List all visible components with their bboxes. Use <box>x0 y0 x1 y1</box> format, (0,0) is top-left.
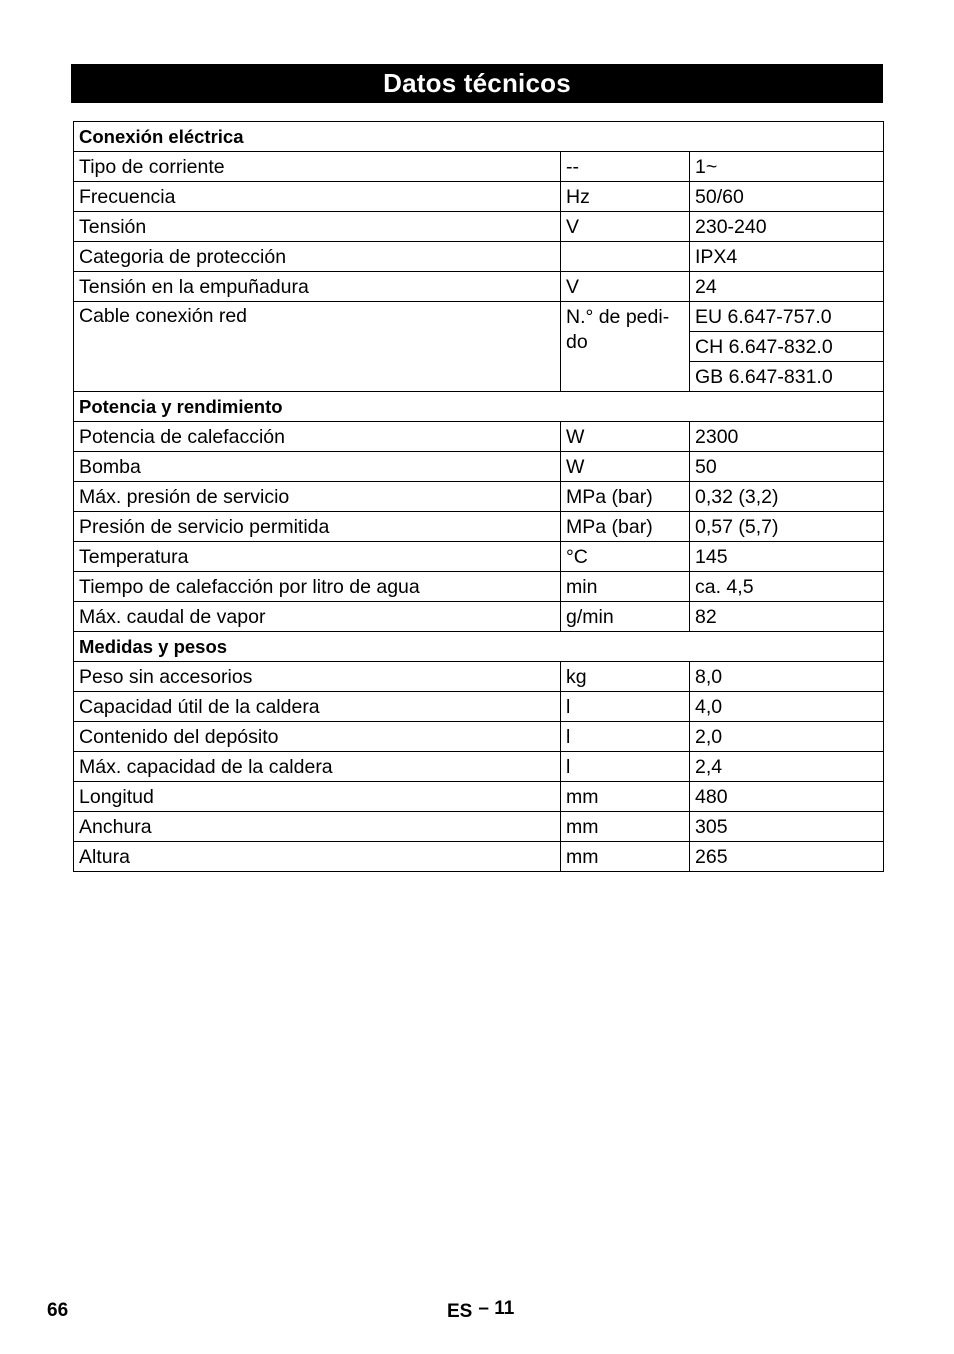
spec-value: 82 <box>690 602 884 632</box>
table-row <box>74 812 884 842</box>
spec-name: Máx. presión de servicio <box>74 482 561 512</box>
spec-unit: g/min <box>561 602 690 632</box>
spec-unit: W <box>561 422 690 452</box>
spec-value: 8,0 <box>690 662 884 692</box>
spec-value: 230-240 <box>690 212 884 242</box>
spec-unit: MPa (bar) <box>561 512 690 542</box>
spec-unit: W <box>561 452 690 482</box>
spec-unit: l <box>561 752 690 782</box>
spec-value: 305 <box>690 812 884 842</box>
spec-name: Máx. caudal de vapor <box>74 602 561 632</box>
spec-unit: l <box>561 692 690 722</box>
spec-name: Categoria de protección <box>74 242 561 272</box>
spec-name: Peso sin accesorios <box>74 662 561 692</box>
section-heading: Medidas y pesos <box>74 632 884 662</box>
table-row <box>74 272 884 302</box>
spec-unit: V <box>561 212 690 242</box>
spec-unit: mm <box>561 842 690 872</box>
spec-value: IPX4 <box>690 242 884 272</box>
spec-value: 0,57 (5,7) <box>690 512 884 542</box>
technical-data-table <box>73 121 884 872</box>
spec-name: Tipo de corriente <box>74 152 561 182</box>
spec-name: Bomba <box>74 452 561 482</box>
spec-unit: l <box>561 722 690 752</box>
table-row <box>74 662 884 692</box>
spec-unit: mm <box>561 782 690 812</box>
table-row <box>74 182 884 212</box>
spec-name: Contenido del depósito <box>74 722 561 752</box>
footer-dash-symbol: – <box>478 1298 489 1319</box>
footer-dash <box>478 1298 514 1319</box>
spec-unit: min <box>561 572 690 602</box>
spec-value: CH 6.647-832.0 <box>690 332 884 362</box>
section-header-row <box>74 122 884 152</box>
spec-name: Tensión <box>74 212 561 242</box>
table-row <box>74 512 884 542</box>
table-row <box>74 752 884 782</box>
spec-name: Presión de servicio permitida <box>74 512 561 542</box>
table-row <box>74 722 884 752</box>
spec-unit: mm <box>561 812 690 842</box>
spec-unit: °C <box>561 542 690 572</box>
spec-value: 265 <box>690 842 884 872</box>
section-heading: Potencia y rendimiento <box>74 392 884 422</box>
spec-name: Capacidad útil de la caldera <box>74 692 561 722</box>
page-number: 66 <box>47 1300 69 1321</box>
spec-unit: MPa (bar) <box>561 482 690 512</box>
table-row <box>74 692 884 722</box>
table-row <box>74 452 884 482</box>
spec-value: 4,0 <box>690 692 884 722</box>
spec-name: Anchura <box>74 812 561 842</box>
table-row <box>74 242 884 272</box>
spec-unit: Hz <box>561 182 690 212</box>
spec-name: Longitud <box>74 782 561 812</box>
table-row <box>74 602 884 632</box>
footer-section-page: 11 <box>494 1298 515 1319</box>
spec-unit: -- <box>561 152 690 182</box>
table-row <box>74 572 884 602</box>
spec-value: 24 <box>690 272 884 302</box>
spec-value: ca. 4,5 <box>690 572 884 602</box>
spec-value: 145 <box>690 542 884 572</box>
spec-value: GB 6.647-831.0 <box>690 362 884 392</box>
section-heading: Conexión eléctrica <box>74 122 884 152</box>
spec-value: 50 <box>690 452 884 482</box>
table-row <box>74 302 884 332</box>
spec-value: 50/60 <box>690 182 884 212</box>
footer-language: ES <box>447 1301 473 1322</box>
title-bar <box>71 64 883 103</box>
table-row <box>74 782 884 812</box>
spec-name: Potencia de calefacción <box>74 422 561 452</box>
spec-value: 480 <box>690 782 884 812</box>
spec-name: Tensión en la empuñadura <box>74 272 561 302</box>
spec-name: Cable conexión red <box>74 302 561 392</box>
section-header-row <box>74 392 884 422</box>
table-row <box>74 482 884 512</box>
spec-name: Altura <box>74 842 561 872</box>
spec-unit: V <box>561 272 690 302</box>
spec-name: Frecuencia <box>74 182 561 212</box>
technical-data-body <box>74 122 884 872</box>
spec-name: Tiempo de calefacción por litro de agua <box>74 572 561 602</box>
table-row <box>74 842 884 872</box>
footer-section-label <box>447 1298 514 1323</box>
section-header-row <box>74 632 884 662</box>
spec-value: 2300 <box>690 422 884 452</box>
spec-unit: kg <box>561 662 690 692</box>
spec-value: 1~ <box>690 152 884 182</box>
spec-value: 2,0 <box>690 722 884 752</box>
table-row <box>74 212 884 242</box>
spec-name: Temperatura <box>74 542 561 572</box>
spec-name: Máx. capacidad de la caldera <box>74 752 561 782</box>
table-row <box>74 152 884 182</box>
spec-unit <box>561 242 690 272</box>
spec-value: EU 6.647-757.0 <box>690 302 884 332</box>
spec-unit: N.° de pedi-do <box>561 302 690 392</box>
table-row <box>74 542 884 572</box>
table-row <box>74 422 884 452</box>
page-title: Datos técnicos <box>383 68 571 98</box>
spec-value: 2,4 <box>690 752 884 782</box>
spec-value: 0,32 (3,2) <box>690 482 884 512</box>
